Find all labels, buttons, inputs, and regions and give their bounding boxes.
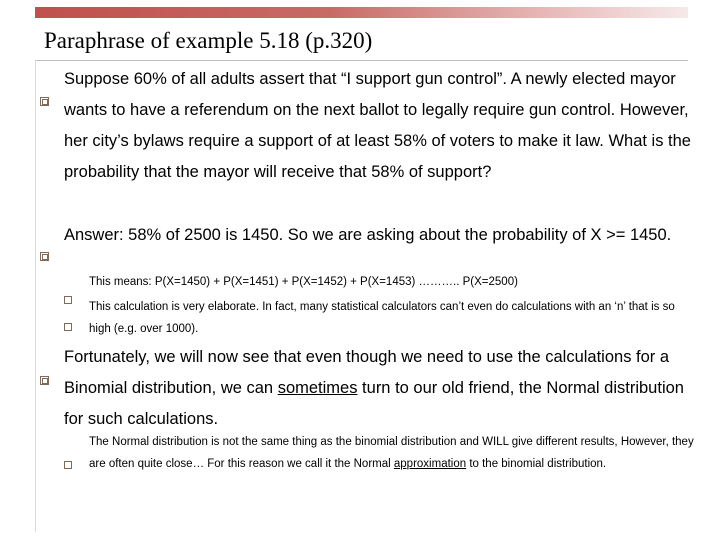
title-accent-bar xyxy=(35,7,688,18)
slide-title: Paraphrase of example 5.18 (p.320) xyxy=(44,28,373,53)
bullet-2-text: Answer: 58% of 2500 is 1450. So we are asking about the probability of X >= 1450. xyxy=(64,226,672,244)
left-divider xyxy=(35,60,36,532)
bullet-2-sub-2-text: This calculation is very elaborate. In fact, many statistical calculators can’t even do calculations with an ‘n’ that is so high (e.g. over 1000). xyxy=(89,301,675,335)
square-bullet-icon xyxy=(40,97,49,106)
underlined-word: sometimes xyxy=(277,379,358,397)
square-bullet-icon xyxy=(64,323,72,331)
underlined-word: approximation xyxy=(393,458,467,470)
square-bullet-icon xyxy=(40,376,49,385)
bullet-1-text: Suppose 60% of all adults assert that “I support gun control”. A newly elected mayor wants to have a referendum on the next ballot to legally require gun control. However, her city’s bylaws require a support of at least 58% of voters to make it law. What is the probability that the mayor will receive that 58% of support? xyxy=(64,70,691,181)
bullet-2-sub-1-text: This means: P(X=1450) + P(X=1451) + P(X=1452) + P(X=1453) ……….. P(X=2500) xyxy=(89,276,518,288)
square-bullet-icon xyxy=(64,296,72,304)
title-divider xyxy=(35,60,688,61)
square-bullet-icon xyxy=(40,252,49,261)
bullet-3-text: Fortunately, we will now see that even though we need to use the calculations for a Binomial distribution, we can sometimes turn to our old friend, the Normal distribution for such calculations. xyxy=(64,348,684,428)
bullet-3-sub-1-text: The Normal distribution is not the same thing as the binomial distribution and WILL give different results, However, they are often quite close… For this reason we call it the Normal approximation to the binomial distribution. xyxy=(89,436,694,470)
square-bullet-icon xyxy=(64,461,72,469)
